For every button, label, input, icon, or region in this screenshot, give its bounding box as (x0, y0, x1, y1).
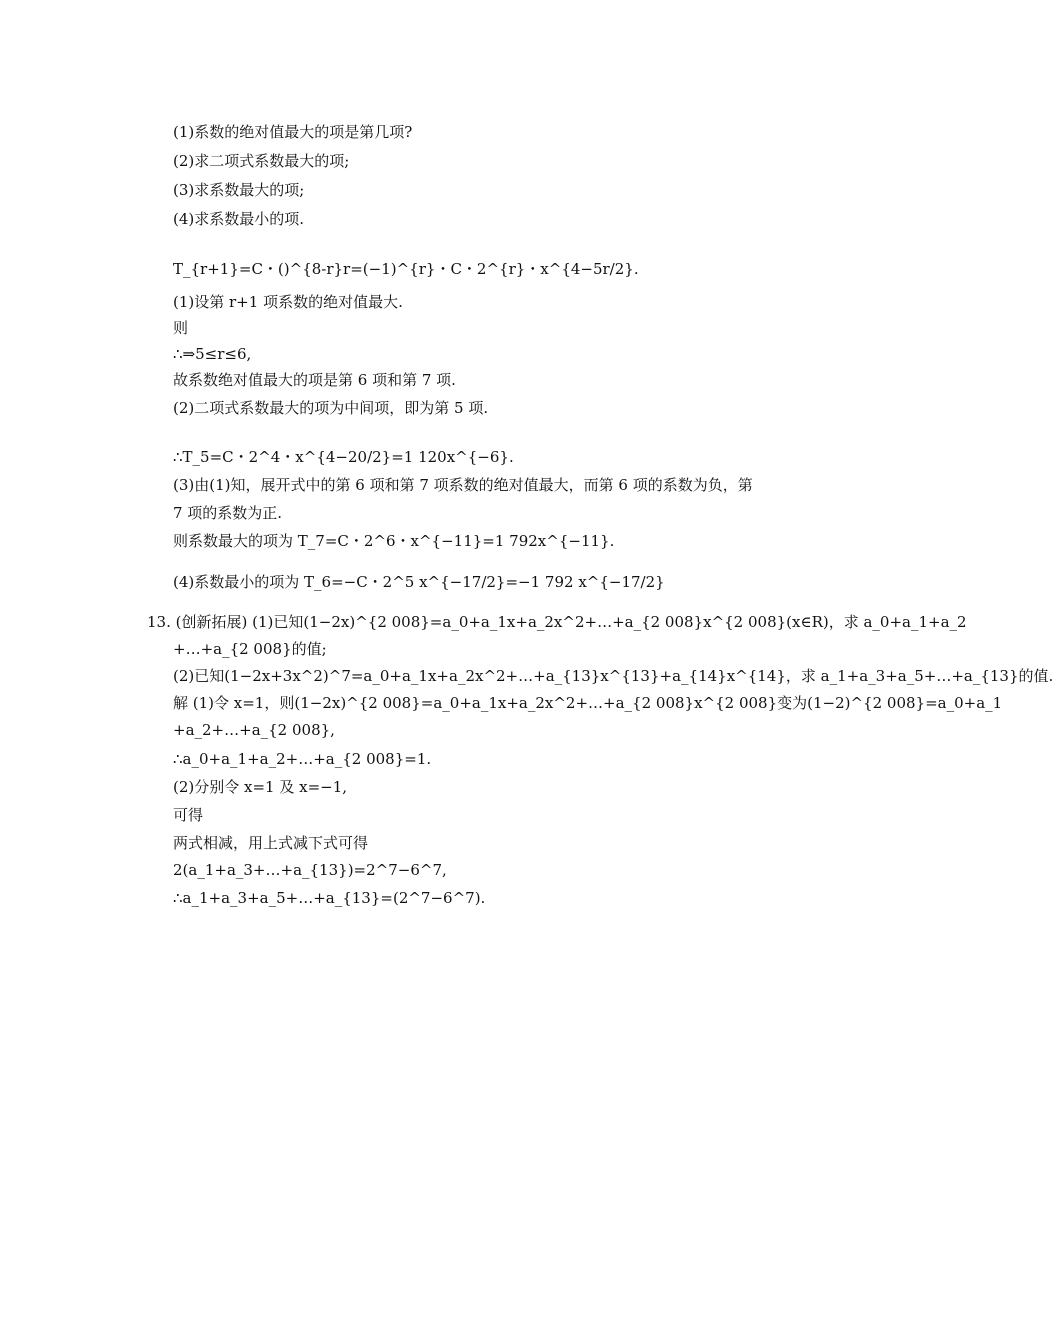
problem-13-sol1-line2: +a_2+…+a_{2 008}, (173, 721, 335, 739)
general-term-line: T_{r+1}=C・()^{8-r}r=(−1)^{r}・C・2^{r}・x^{4−5r/2}. (173, 260, 639, 278)
solution-part4-result: (4)系数最小的项为 T_6=−C・2^5 x^{−17/2}=−1 792 x^{−17/2} (173, 573, 665, 591)
question-1: (1)系数的绝对值最大的项是第几项? (173, 123, 413, 141)
solution-part2-intro: (2)二项式系数最大的项为中间项，即为第 5 项. (173, 399, 489, 417)
solution-part3-line1: (3)由(1)知，展开式中的第 6 项和第 7 项系数的绝对值最大，而第 6 项的系数为负，第 (173, 476, 753, 494)
problem-13-part1-line2: +…+a_{2 008}的值; (173, 640, 327, 658)
problem-13-sol1-line1: 解 (1)令 x=1，则(1−2x)^{2 008}=a_0+a_1x+a_2x^2+…+a_{2 008}x^{2 008}变为(1−2)^{2 008}=a_0+a_1 (173, 694, 1003, 712)
solution-part1-then: 则 (173, 319, 189, 337)
problem-13-sol2-get: 可得 (173, 806, 204, 824)
problem-13-part1-line1 (147, 612, 967, 632)
solution-part2-result: ∴T_5=C・2^4・x^{4−20/2}=1 120x^{−6}. (173, 448, 514, 466)
problem-13-sol1-result: ∴a_0+a_1+a_2+…+a_{2 008}=1. (173, 750, 432, 768)
problem-tag: (创新拓展) (175, 613, 248, 631)
solution-part1-conclusion: 故系数绝对值最大的项是第 6 项和第 7 项. (173, 371, 456, 389)
problem-number: 13. (147, 613, 171, 631)
problem-13-part2: (2)已知(1−2x+3x^2)^7=a_0+a_1x+a_2x^2+…+a_{13}x^{13}+a_{14}x^{14}，求 a_1+a_3+a_5+…+a_{13}的值. (173, 667, 1053, 685)
problem-13-sol2-equation: 2(a_1+a_3+…+a_{13})=2^7−6^7, (173, 861, 447, 879)
solution-part1-range: ∴⇒5≤r≤6, (173, 345, 252, 363)
question-2: (2)求二项式系数最大的项; (173, 152, 350, 170)
problem-13-sol2-intro: (2)分别令 x=1 及 x=−1, (173, 778, 348, 796)
solution-part3-result: 则系数最大的项为 T_7=C・2^6・x^{−11}=1 792x^{−11}. (173, 532, 615, 550)
solution-part3-line2: 7 项的系数为正. (173, 504, 283, 522)
question-4: (4)求系数最小的项. (173, 210, 305, 228)
problem-13-part1-text: (1)已知(1−2x)^{2 008}=a_0+a_1x+a_2x^2+…+a_{2 008}x^{2 008}(x∈R)，求 a_0+a_1+a_2 (252, 613, 967, 631)
solution-part1-intro: (1)设第 r+1 项系数的绝对值最大. (173, 293, 403, 311)
question-3: (3)求系数最大的项; (173, 181, 305, 199)
problem-13-sol2-result: ∴a_1+a_3+a_5+…+a_{13}=(2^7−6^7). (173, 889, 486, 907)
problem-13-sol2-subtract: 两式相减，用上式减下式可得 (173, 834, 369, 852)
